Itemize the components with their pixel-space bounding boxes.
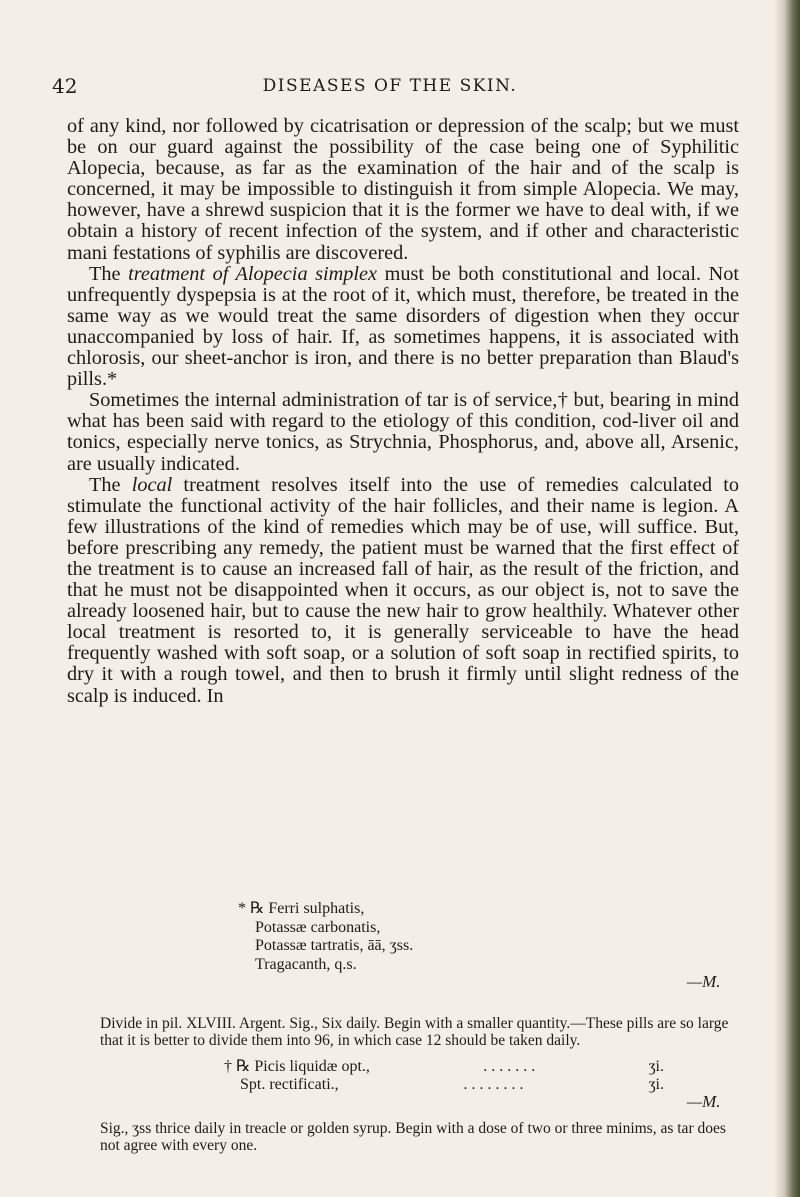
paragraph-italic: local <box>131 473 173 496</box>
footnote-text: Sig., ʒss thrice daily in treacle or golden syrup. Begin with a dose of two or three minims, as tar does not agree with every one. <box>100 1120 726 1154</box>
prescription-1 <box>238 900 413 974</box>
rx-row <box>224 1058 664 1076</box>
rx-dose: ʒi. <box>648 1076 664 1093</box>
rx-item: Spt. rectificati., <box>240 1076 339 1093</box>
prescription-signature: —M. <box>687 1092 721 1111</box>
rx-dots: . . . . . . . . <box>463 1076 524 1093</box>
rx-line: Potassæ carbonatis, <box>255 918 381 936</box>
rx-row <box>224 1076 664 1094</box>
prescription-signature: —M. <box>687 972 721 991</box>
body-text <box>67 116 739 707</box>
paragraph-lead: The <box>89 262 129 285</box>
page-number: 42 <box>52 74 78 98</box>
paragraph-rest: must be both constitutional and local. Not unfrequently dyspepsia is at the root of it, which must, therefore, be treated in the same way as we would treat the same disorders of digestion when they occur unaccompanied by loss of hair. If, as sometimes happens, it is associated with chlorosis, our sheet-anchor is iron, and there is no better preparation than Blaud's pills.* <box>67 262 739 391</box>
paragraph <box>67 264 739 391</box>
rx-dots: . . . . . . . <box>483 1058 536 1075</box>
paragraph-italic: treatment of Alopecia simplex <box>128 262 378 285</box>
rx-line: Tragacanth, q.s. <box>255 955 357 973</box>
rx-item: † ℞ Picis liquidæ opt., <box>224 1058 370 1075</box>
rx-line: * ℞ Ferri sulphatis, <box>238 900 365 917</box>
paragraph: Sometimes the internal administration of tar is of service,† but, bearing in mind what has been said with regard to the etiology of this condition, cod-liver oil and tonics, especially nerve tonics, as Strychnia, Phosphorus, and, above all, Arsenic, are usually indicated. <box>67 389 739 475</box>
paragraph: of any kind, nor followed by cicatrisation or depression of the scalp; but we must be on our guard against the possibility of the case being one of Syphilitic Alopecia, because, as far as the examination of the hair and of the scalp is concerned, it may be impossible to distinguish it from simple Alopecia. We may, however, have a shrewd suspicion that it is the former we have to deal with, if we obtain a history of recent infection of the system, and if other and characteristic mani festations of syphilis are discovered. <box>67 115 739 264</box>
paragraph-rest: treatment resolves itself into the use of remedies calculated to stimulate the functional activity of the hair follicles, and their name is legion. A few illustrations of the kind of remedies which may be of use, will suffice. But, before prescribing any remedy, the patient must be warned that the first effect of the treatment is to cause an increased fall of hair, as the result of the friction, and that he must not be disappointed when it occurs, as our object is, not to save the already loosened hair, but to cause the new hair to grow healthily. Whatever other local treatment is resorted to, it is generally serviceable to have the head frequently washed with soft soap, or a solution of soft soap in rectified spirits, to dry it with a rough towel, and then to brush it firmly until slight redness of the scalp is induced. In <box>67 473 739 707</box>
page-edge-shadow <box>774 0 800 1197</box>
running-title: DISEASES OF THE SKIN. <box>262 76 518 96</box>
prescription-2 <box>224 1058 664 1094</box>
paragraph-lead: The <box>89 473 132 496</box>
rx-dose: ʒi. <box>648 1058 664 1075</box>
page-header <box>0 74 780 102</box>
paragraph <box>67 475 739 707</box>
rx-line: Potassæ tartratis, āā, ʒss. <box>255 937 414 954</box>
footnote-text: Divide in pil. XLVIII. Argent. Sig., Six daily. Begin with a smaller quantity.—These pills are so large that it is better to divide them into 96, in which case 12 should be taken daily. <box>100 1015 729 1049</box>
